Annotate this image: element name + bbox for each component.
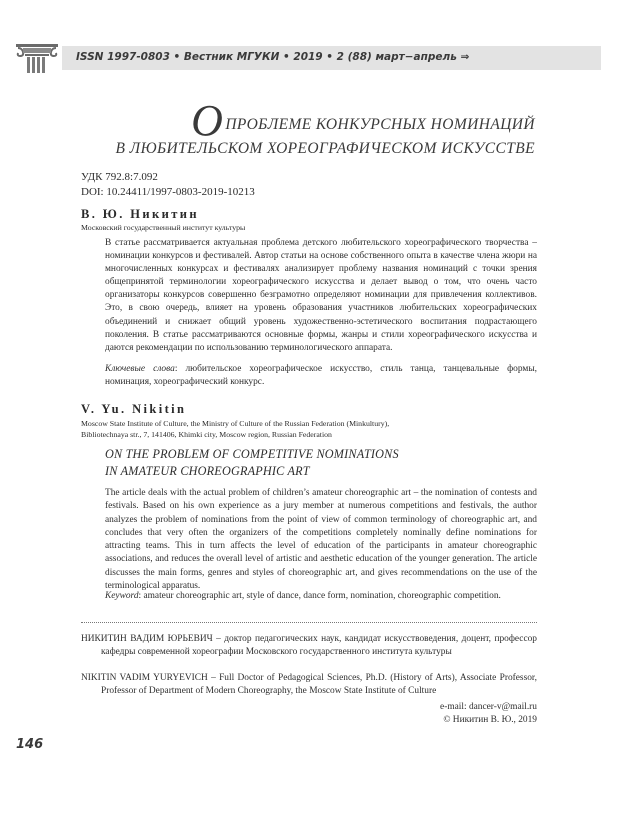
keywords-en — [105, 590, 537, 603]
column-capital-logo — [12, 40, 62, 76]
keywords-en-text: : amateur choreographic art, style of dance, dance form, nomination, choreographic competition. — [138, 591, 501, 601]
copyright-notice: © Никитин В. Ю., 2019 — [443, 715, 537, 726]
affiliation-en-line1: Moscow State Institute of Culture, the Ministry of Culture of the Russian Federation (Minkultury), — [81, 419, 390, 428]
title-ru-line1: ПРОБЛЕМЕ КОНКУРСНЫХ НОМИНАЦИЙ — [225, 116, 535, 133]
title-ru-line2: В ЛЮБИТЕЛЬСКОМ ХОРЕОГРАФИЧЕСКОМ ИСКУССТВЕ — [115, 140, 535, 157]
author-affiliation-ru: Московский государственный институт культуры — [81, 223, 246, 232]
keywords-ru-text: : любительское хореографическое искусство, стиль танца, танцевальные формы, номинация, хореографический конкурс. — [105, 364, 537, 388]
author-bio-ru — [81, 633, 537, 660]
author-contacts — [440, 701, 537, 728]
dotted-divider — [81, 622, 537, 623]
udc-code: УДК 792.8:7.092 — [81, 171, 158, 183]
bio-ru-text: НИКИТИН ВАДИМ ЮРЬЕВИЧ – доктор педагогических наук, кандидат искусствоведения, доцент, профессор кафедры современной хореографии Московского государственного института культуры — [81, 634, 537, 658]
author-name-ru: В. Ю. Никитин — [81, 207, 199, 221]
doi: DOI: 10.24411/1997-0803-2019-10213 — [81, 186, 255, 198]
keywords-en-label: Keyword — [105, 591, 139, 601]
abstract-ru: В статье рассматривается актуальная проблема детского любительского хореографического творчества – номинации конкурсов и фестивалей. Автор статьи на основе собственного опыта в качестве члена жюри на многочисленных конкурсах и фестивалях анализирует проблему названия номинаций с точки зрения общепринятой терминологии хореографического искусства и делает вывод о том, что очень часто организаторы конкурсов совершенно безграмотно определяют номинации для привлечения коллективов. Это, в свою очередь, влияет на уровень образования участников любительских хореографических объединений и снижает общий уровень художественно-эстетического воспитания подрастающего поколения. В статье рассматриваются основные формы, жанры и стили хореографического искусства и даются рекомендации по использованию терминологического аппарата. — [105, 238, 537, 353]
title-en-line2: IN AMATEUR CHOREOGRAPHIC ART — [105, 464, 310, 478]
abstract-en: The article deals with the actual problem of children’s amateur choreographic art – the nomination of contests and festivals. Based on his own experience as a jury member at numerous competitions and festivals, the author analyzes the problem of nominations from the point of view of common terminology of choreographic art, and concludes that very often the organizers of the competitions completely nominally define nominations for attracting teams. This in turn affects the level of education of the participants in amateur choreographic associations, and reduces the overall level of artistic and aesthetic education of the younger generation. The article discusses the main forms, genres and styles of choreographic art, and gives recommendations on the use of the terminological apparatus. — [105, 488, 537, 592]
author-name-en: V. Yu. Nikitin — [81, 402, 187, 416]
article-title-ru — [115, 96, 535, 158]
keywords-ru — [105, 363, 537, 389]
author-bio-en — [81, 672, 537, 699]
affiliation-en-line2: Bibliotechnaya str., 7, 141406, Khimki city, Moscow region, Russian Federation — [81, 430, 332, 439]
page-number: 146 — [16, 737, 44, 752]
journal-header: ISSN 1997-0803 • Вестник МГУКИ • 2019 • 2 (88) март−апрель ⇒ — [76, 51, 470, 63]
title-en-line1: ON THE PROBLEM OF COMPETITIVE NOMINATIONS — [105, 447, 399, 461]
udc-doi-block — [81, 170, 255, 200]
author-affiliation-en — [81, 418, 521, 440]
keywords-ru-label: Ключевые слова — [105, 364, 175, 374]
title-initial-letter: О — [191, 96, 224, 145]
bio-en-text: NIKITIN VADIM YURYEVICH – Full Doctor of Pedagogical Sciences, Ph.D. (History of Arts), Associate Professor, Professor of Department of Modern Choreography, the Moscow State Institute of Culture — [81, 673, 537, 697]
author-email[interactable]: e-mail: dancer-v@mail.ru — [440, 702, 537, 712]
article-title-en — [105, 446, 399, 480]
